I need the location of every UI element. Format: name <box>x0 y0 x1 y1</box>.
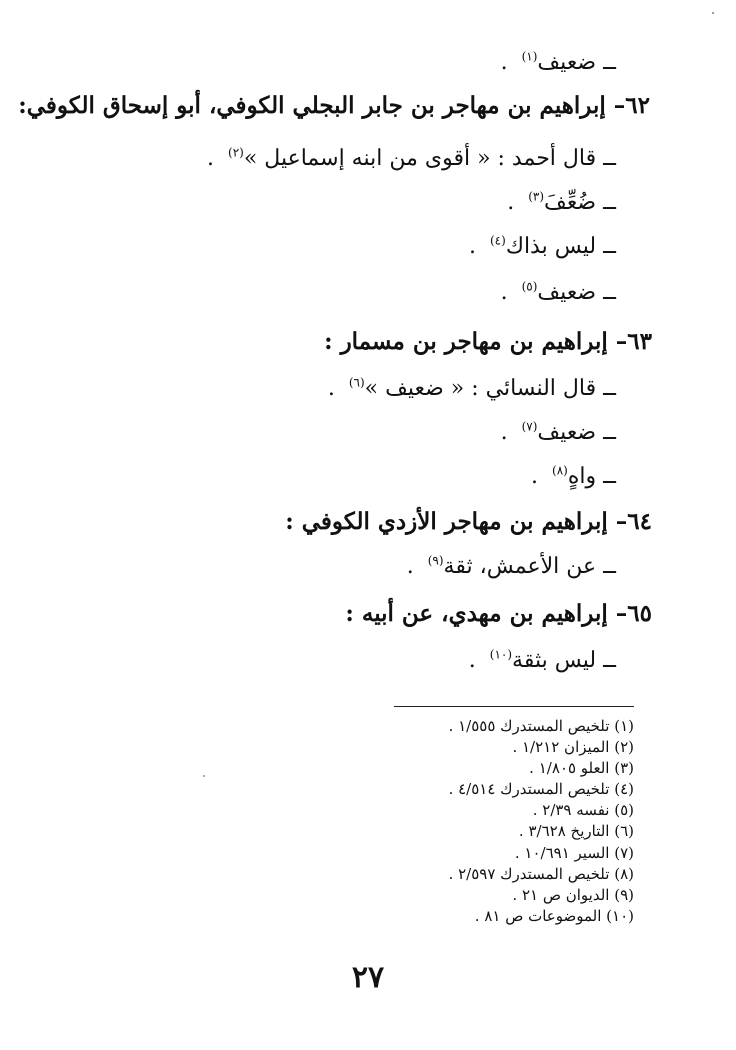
entry-heading-65: ٦٥– إبراهيم بن مهدي، عن أبيه : <box>345 600 652 627</box>
entry-heading-63: ٦٣– إبراهيم بن مهاجر بن مسمار : <box>324 328 652 355</box>
footnote-ref: (٩) <box>427 553 444 568</box>
footnote-ref: (٣) <box>528 189 545 204</box>
line-text: ــ قال النسائي : « ضعيف » <box>364 376 616 401</box>
period: . <box>468 648 476 673</box>
period: . <box>207 146 215 171</box>
line-text: ــ واهٍ <box>567 464 616 489</box>
scan-mark <box>203 775 205 777</box>
line-text: ــ ضعيف <box>537 280 616 305</box>
period: . <box>406 554 414 579</box>
footnote: (١٠) الموضوعات ص ٨١ . <box>474 907 634 925</box>
period: . <box>468 234 476 259</box>
footnote-separator <box>394 706 634 707</box>
line-text: ــ ليس بثقة <box>512 648 616 673</box>
entry-line <box>469 646 616 676</box>
entry-line <box>507 188 616 218</box>
footnote: (٩) الديوان ص ٢١ . <box>512 886 634 904</box>
footnote: (٧) السير ١٠/٦٩١ . <box>514 844 634 862</box>
footnote: (٦) التاريخ ٣/٦٢٨ . <box>518 822 634 840</box>
entry-line <box>469 232 616 262</box>
footnote-ref: (٨) <box>552 463 568 478</box>
footnote: (٣) العلو ١/٨٠٥ . <box>529 759 634 777</box>
period: . <box>500 420 508 445</box>
entry-heading-64: ٦٤– إبراهيم بن مهاجر الأزدي الكوفي : <box>285 508 652 535</box>
footnote-ref: (٥) <box>521 279 538 294</box>
footnote: (٢) الميزان ١/٢١٢ . <box>512 738 634 756</box>
line-text: ــ ليس بذاك <box>505 234 616 259</box>
line-text: ــ ضعيف <box>537 420 616 445</box>
footnote: (٤) تلخيص المستدرك ٤/٥١٤ . <box>448 780 634 798</box>
scan-mark <box>712 12 714 14</box>
line-text: ــ ضُعِّفَ <box>544 190 616 215</box>
period: . <box>327 376 335 401</box>
entry-heading-62: ٦٢– إبراهيم بن مهاجر بن جابر البجلي الكوفي، أبو إسحاق الكوفي: <box>18 92 650 119</box>
footnote: (١) تلخيص المستدرك ١/٥٥٥ . <box>448 717 634 735</box>
line-text: ــ قال أحمد : « أقوى من ابنه إسماعيل » <box>243 146 616 171</box>
entry-line <box>501 278 616 308</box>
footnote-ref: (٧) <box>521 419 538 434</box>
entry-line <box>501 48 616 78</box>
entry-line <box>501 418 616 448</box>
footnote-ref: (١) <box>521 49 538 64</box>
line-text: ــ ضعيف <box>537 50 616 75</box>
period: . <box>500 50 508 75</box>
footnote: (٥) نفسه ٢/٣٩ . <box>532 801 634 819</box>
footnote-ref: (٤) <box>489 233 506 248</box>
footnote-ref: (١٠) <box>489 647 513 662</box>
entry-line <box>207 144 616 174</box>
period: . <box>507 190 515 215</box>
entry-line <box>328 374 616 404</box>
period: . <box>531 464 539 489</box>
footnote-ref: (٦) <box>348 375 365 390</box>
page-number: ٢٧ <box>351 960 385 995</box>
line-text: ــ عن الأعمش، ثقة <box>443 554 616 579</box>
footnote: (٨) تلخيص المستدرك ٢/٥٩٧ . <box>448 865 634 883</box>
entry-line <box>531 462 616 492</box>
period: . <box>500 280 508 305</box>
footnote-ref: (٢) <box>228 145 244 160</box>
entry-line <box>407 552 616 582</box>
